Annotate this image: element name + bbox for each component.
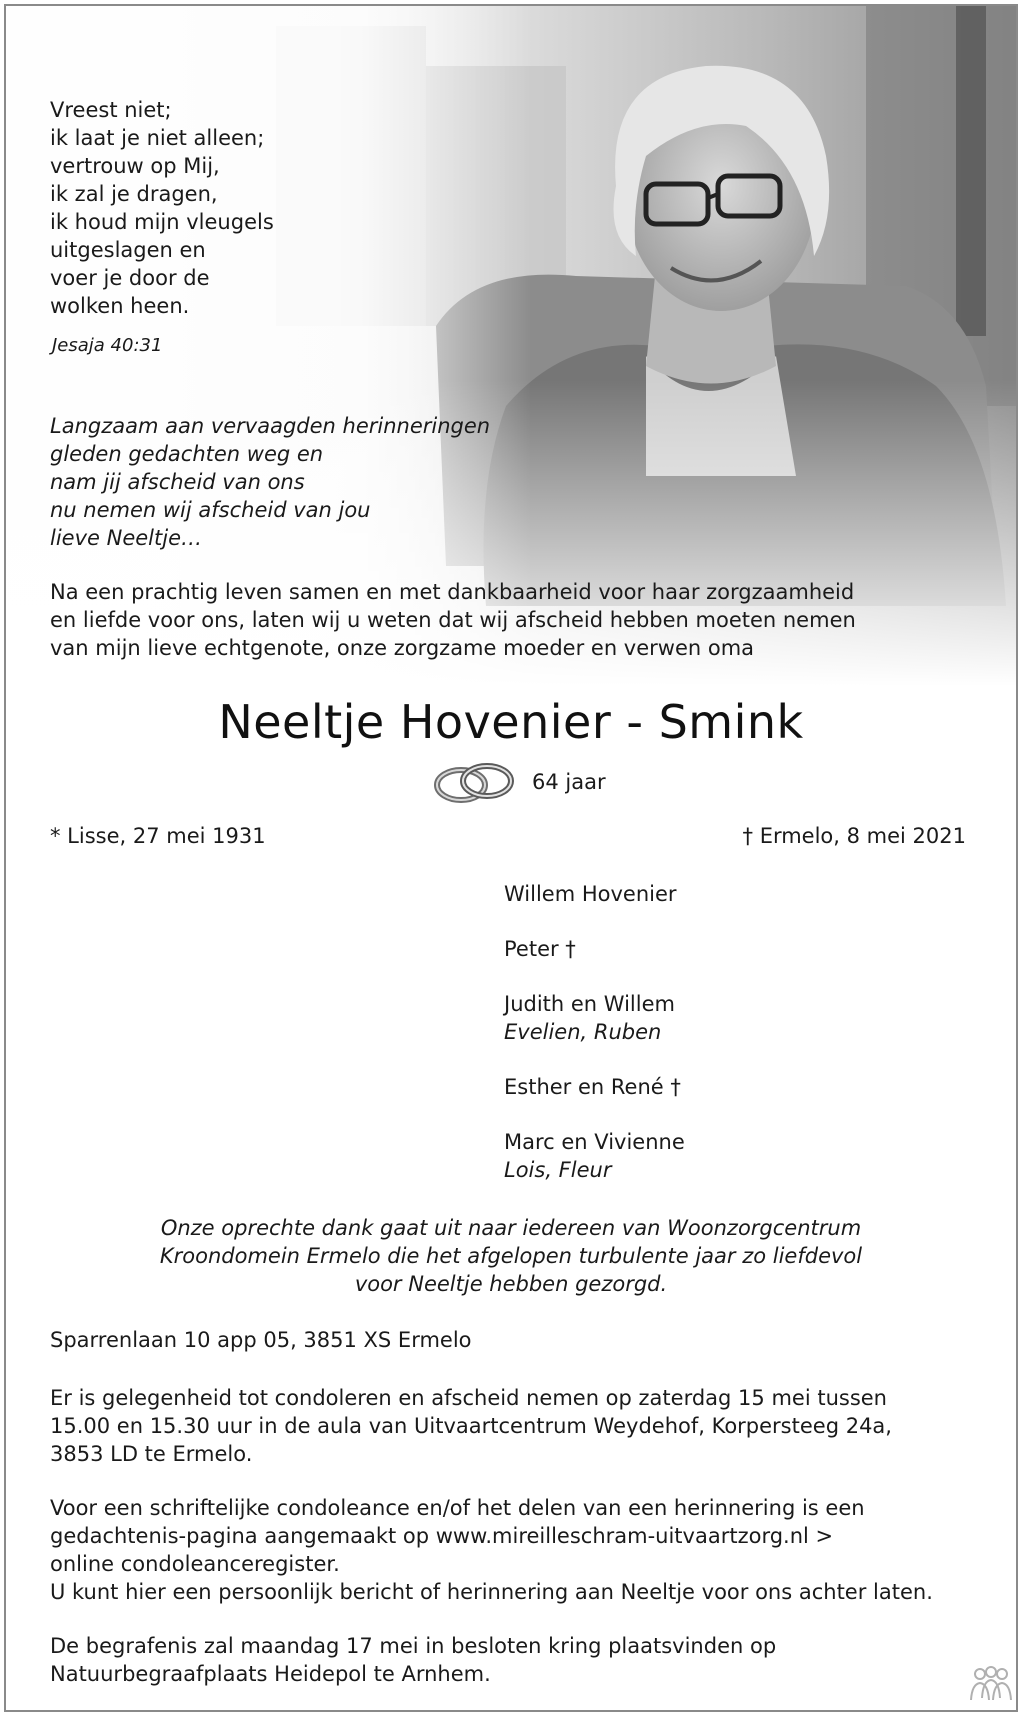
- family-member: Judith en Willem: [504, 992, 675, 1016]
- poem-reference: Jesaja 40:31: [52, 335, 163, 356]
- verse-line: Langzaam aan vervaagden herinneringen: [50, 414, 491, 438]
- paragraph-line: Er is gelegenheid tot condoleren en afscheid nemen op zaterdag 15 mei tussen: [50, 1386, 887, 1410]
- family-member: Peter †: [504, 937, 576, 961]
- verse-line: gleden gedachten weg en: [50, 442, 324, 466]
- married-years: 64 jaar: [532, 770, 606, 794]
- grandchildren: Evelien, Ruben: [504, 1020, 662, 1044]
- birth-info: * Lisse, 27 mei 1931: [50, 824, 266, 848]
- paragraph-line: gedachtenis-pagina aangemaakt op www.mireilleschram-uitvaartzorg.nl >: [50, 1524, 834, 1548]
- intro-line: en liefde voor ons, laten wij u weten dat wij afscheid hebben moeten nemen: [50, 608, 856, 632]
- family-group: [504, 1073, 685, 1101]
- poem-line: voer je door de: [50, 266, 210, 290]
- thanks-note: [6, 1214, 1016, 1298]
- intro-line: van mijn lieve echtgenote, onze zorgzame moeder en verwen oma: [50, 636, 755, 660]
- family-group: [504, 1128, 685, 1184]
- condolence-paragraph: [50, 1384, 980, 1468]
- intro-paragraph: [50, 578, 990, 662]
- poem: [50, 96, 274, 320]
- poem-line: Vreest niet;: [50, 98, 172, 122]
- family-member: Willem Hovenier: [504, 882, 677, 906]
- deceased-name: Neeltje Hovenier - Smink: [218, 695, 804, 749]
- thanks-line: voor Neeltje hebben gezorgd.: [354, 1272, 668, 1296]
- paragraph-line: online condoleanceregister.: [50, 1552, 340, 1576]
- poem-line: ik laat je niet alleen;: [50, 126, 265, 150]
- poem-line: vertrouw op Mij,: [50, 154, 220, 178]
- intro-line: Na een prachtig leven samen en met dankbaarheid voor haar zorgzaamheid: [50, 580, 855, 604]
- paragraph-line: U kunt hier een persoonlijk bericht of herinnering aan Neeltje voor ons achter laten.: [50, 1580, 933, 1604]
- people-logo-icon: [968, 1666, 1014, 1702]
- paragraph-line: 3853 LD te Ermelo.: [50, 1442, 253, 1466]
- paragraph-line: Natuurbegraafplaats Heidepol te Arnhem.: [50, 1662, 491, 1686]
- family-group: [504, 935, 685, 963]
- poem-line: wolken heen.: [50, 294, 190, 318]
- family-member: Marc en Vivienne: [504, 1130, 685, 1154]
- verse-line: nam jij afscheid van ons: [50, 470, 305, 494]
- family-list: [504, 880, 685, 1211]
- family-group: [504, 880, 685, 908]
- online-condolence-paragraph: [50, 1494, 980, 1606]
- grandchildren: Lois, Fleur: [504, 1158, 612, 1182]
- address: Sparrenlaan 10 app 05, 3851 XS Ermelo: [50, 1328, 472, 1352]
- family-group: [504, 990, 685, 1046]
- thanks-line: Onze oprechte dank gaat uit naar iedereen van Woonzorgcentrum: [160, 1216, 862, 1240]
- thanks-line: Kroondomein Ermelo die het afgelopen turbulente jaar zo liefdevol: [159, 1244, 863, 1268]
- verse: [50, 412, 490, 552]
- wedding-rings-icon: [433, 760, 515, 806]
- poem-line: ik zal je dragen,: [50, 182, 218, 206]
- funeral-paragraph: [50, 1632, 980, 1688]
- paragraph-line: De begrafenis zal maandag 17 mei in besloten kring plaatsvinden op: [50, 1634, 777, 1658]
- family-member: Esther en René †: [504, 1075, 681, 1099]
- verse-line: lieve Neeltje…: [50, 526, 202, 550]
- poem-line: ik houd mijn vleugels: [50, 210, 274, 234]
- paragraph-line: 15.00 en 15.30 uur in de aula van Uitvaartcentrum Weydehof, Korpersteeg 24a,: [50, 1414, 892, 1438]
- death-info: † Ermelo, 8 mei 2021: [742, 824, 966, 848]
- poem-line: uitgeslagen en: [50, 238, 206, 262]
- verse-line: nu nemen wij afscheid van jou: [50, 498, 371, 522]
- obituary-card: [4, 4, 1018, 1712]
- paragraph-line: Voor een schriftelijke condoleance en/of het delen van een herinnering is een: [50, 1496, 865, 1520]
